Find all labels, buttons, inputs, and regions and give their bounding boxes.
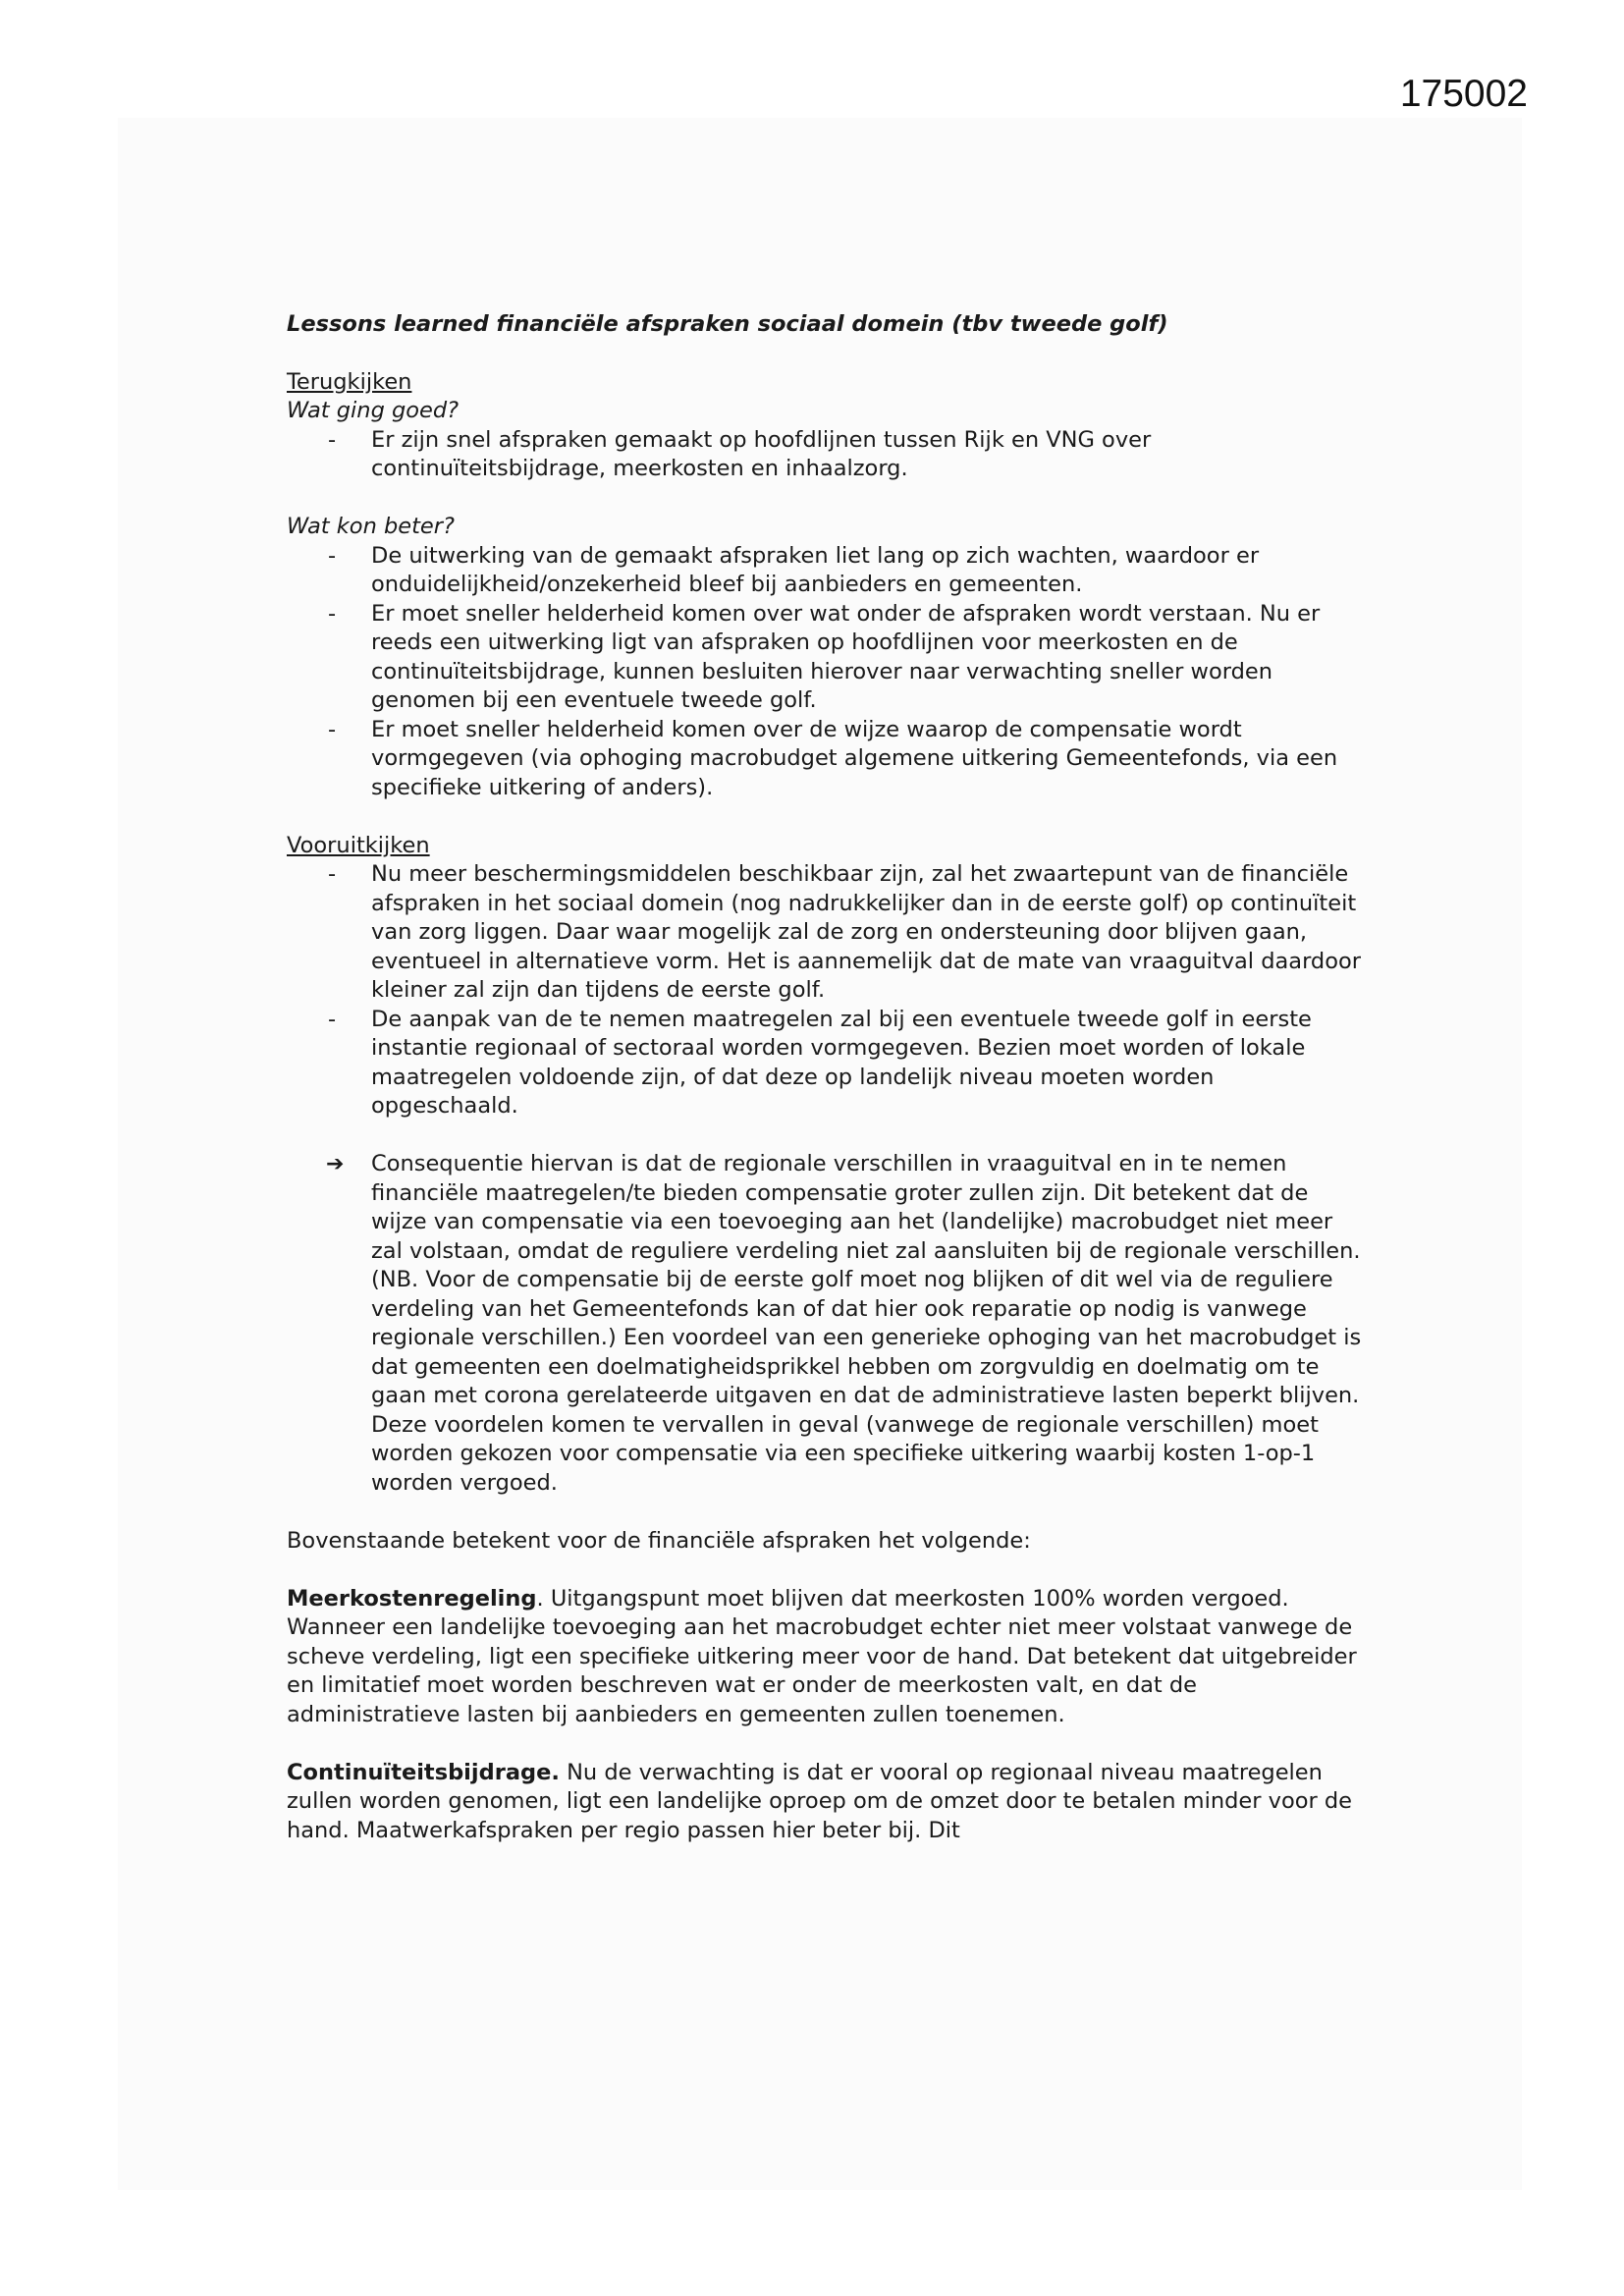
continuiteit-label: Continuïteitsbijdrage.	[287, 1759, 560, 1785]
paragraph-continuiteitsbijdrage	[287, 1759, 1367, 1846]
meerkosten-text: . Uitgangspunt moet blijven dat meerkosten 100% worden vergoed. Wanneer een landelijke toevoeging aan het macrobudget echter niet meer volstaat vanwege de scheve verdeling, ligt een specifieke uitkering meer voor de hand. Dat betekent dat uitgebreider en limitatief moet worden beschreven wat er onder de meerkosten valt, en dat de administratieve lasten bij aanbieders en gemeenten zullen toenemen.	[287, 1585, 1357, 1727]
section-heading-vooruitkijken: Vooruitkijken	[287, 832, 430, 858]
consequence-paragraph	[287, 1150, 1367, 1498]
subheading-wat-ging-goed: Wat ging goed?	[287, 398, 460, 423]
document-title: Lessons learned financiële afspraken sociaal domein (tbv tweede golf)	[287, 311, 1168, 337]
meerkosten-label: Meerkostenregeling	[287, 1585, 537, 1612]
continuiteit-text: Nu de verwachting is dat er vooral op regionaal niveau maatregelen zullen worden genomen, ligt een landelijke oproep om de omzet door te betalen minder voor de hand. Maatwerkafspraken per regio passen hier beter bij. Dit	[287, 1759, 1352, 1843]
list-vooruitkijken	[287, 860, 1367, 1121]
list-item: - Nu meer beschermingsmiddelen beschikbaar zijn, zal het zwaartepunt van de financiële afspraken in het sociaal domein (nog nadrukkelijker dan in de eerste golf) op continuïteit van zorg liggen. Daar waar mogelijk zal de zorg en ondersteuning door blijven gaan, eventueel in alternatieve vorm. Het is aannemelijk dat de mate van vraaguitval daardoor kleiner zal zijn dan tijdens de eerste golf.	[287, 860, 1367, 1006]
arrow-right-icon: ➔	[326, 1152, 345, 1176]
list-wat-ging-goed	[287, 426, 1367, 484]
summary-line: Bovenstaande betekent voor de financiële afspraken het volgende:	[287, 1527, 1031, 1554]
subheading-wat-kon-beter: Wat kon beter?	[287, 514, 455, 539]
list-item: - Er moet sneller helderheid komen over de wijze waarop de compensatie wordt vormgegeven (via ophoging macrobudget algemene uitkering Gemeentefonds, via een specifieke uitkering of anders).	[287, 716, 1367, 803]
list-item: - Er moet sneller helderheid komen over wat onder de afspraken wordt verstaan. Nu er reeds een uitwerking ligt van afspraken op hoofdlijnen voor meerkosten en de continuïteitsbijdrage, kunnen besluiten hierover naar verwachting sneller worden genomen bij een eventuele tweede golf.	[287, 600, 1367, 716]
document-number: 175002	[1399, 73, 1528, 115]
consequence-text: Consequentie hiervan is dat de regionale verschillen in vraaguitval en in te nemen financiële maatregelen/te bieden compensatie groter zullen zijn. Dit betekent dat de wijze van compensatie via een toevoeging aan het (landelijke) macrobudget niet meer zal volstaan, omdat de reguliere verdeling niet zal aansluiten bij de regionale verschillen. (NB. Voor de compensatie bij de eerste golf moet nog blijken of dit wel via de reguliere verdeling van het Gemeentefonds kan of dat hier ook reparatie op nodig is vanwege regionale verschillen.) Een voordeel van een generieke ophoging van het macrobudget is dat gemeenten een doelmatigheidsprikkel hebben om zorgvuldig en doelmatig om te gaan met corona gerelateerde uitgaven en dat de administratieve lasten beperkt blijven. Deze voordelen komen te vervallen in geval (vanwege de regionale verschillen) moet worden gekozen voor compensatie via een specifieke uitkering waarbij kosten 1-op-1 worden vergoed.	[371, 1151, 1362, 1496]
list-item: - Er zijn snel afspraken gemaakt op hoofdlijnen tussen Rijk en VNG over continuïteitsbijdrage, meerkosten en inhaalzorg.	[287, 426, 1367, 484]
list-wat-kon-beter	[287, 542, 1367, 803]
paragraph-meerkostenregeling	[287, 1585, 1367, 1730]
list-item: - De aanpak van de te nemen maatregelen zal bij een eventuele tweede golf in eerste instantie regionaal of sectoraal worden vormgegeven. Bezien moet worden of lokale maatregelen voldoende zijn, of dat deze op landelijk niveau moeten worden opgeschaald.	[287, 1006, 1367, 1121]
list-item: - De uitwerking van de gemaakt afspraken liet lang op zich wachten, waardoor er onduidelijkheid/onzekerheid bleef bij aanbieders en gemeenten.	[287, 542, 1367, 600]
section-heading-terugkijken: Terugkijken	[287, 368, 412, 395]
document-body	[287, 310, 1367, 1845]
